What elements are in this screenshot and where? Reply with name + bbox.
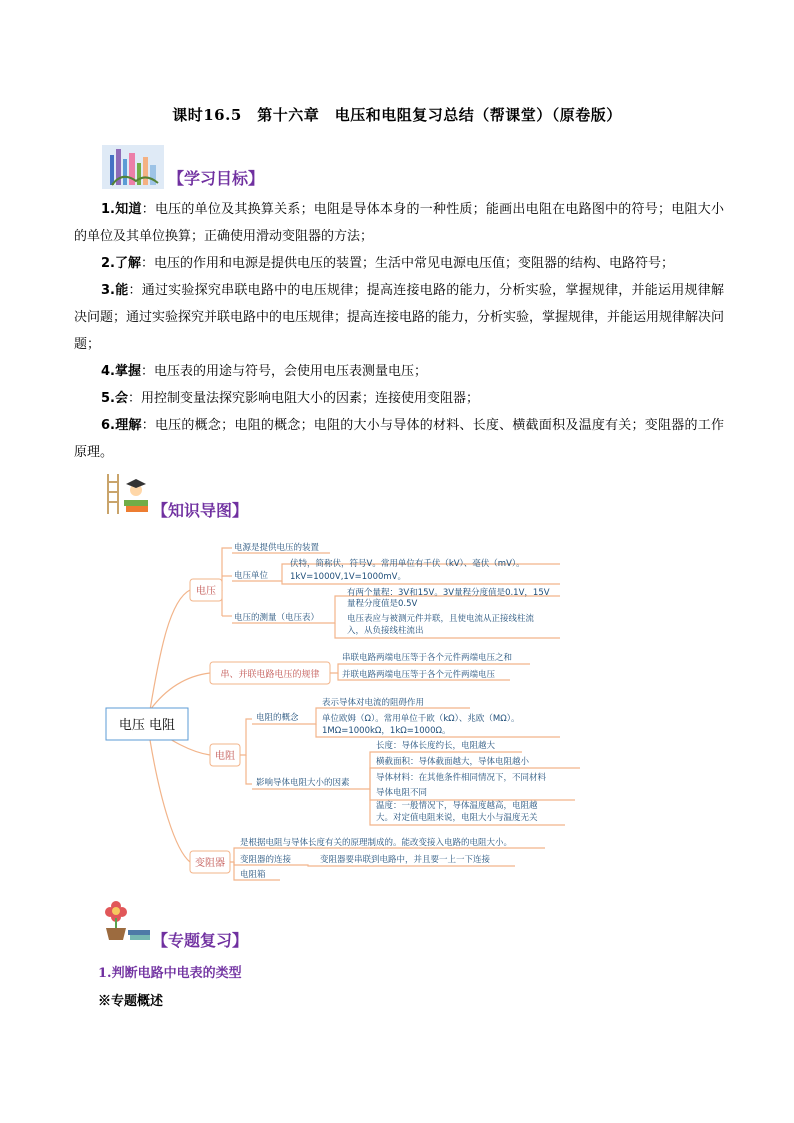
mm-leaf: 长度：导体长度约长，电阻越大 [376, 741, 496, 751]
branch-voltage: 电压 [196, 586, 216, 597]
mm-leaf: 并联电路两端电压等于各个元件两端电压 [342, 670, 496, 680]
mm-leaf: 影响导体电阻大小的因素 [256, 778, 350, 788]
branch-series-parallel: 串、并联电路电压的规律 [220, 670, 320, 680]
mm-leaf: 横截面积：导体截面越大，导体电阻越小 [376, 757, 530, 767]
mm-leaf: 表示导体对电流的阻碍作用 [322, 698, 425, 708]
topic-title: 1.判断电路中电表的类型 [98, 966, 242, 981]
mm-leaf: 电压表应与被测元件并联，且使电流从正接线柱流 [347, 614, 535, 624]
mm-leaf: 电阻箱 [240, 870, 266, 880]
mm-leaf: 是根据电阻与导体长度有关的原理制成的。能改变接入电路的电阻大小。 [240, 838, 513, 848]
mm-leaf: 量程分度值是0.5V [347, 599, 418, 609]
mm-leaf: 伏特，简称伏，符号V。常用单位有千伏（kV）、毫伏（mV）。 [290, 559, 525, 569]
mm-leaf: 入，从负接线柱流出 [347, 626, 424, 636]
branch-rheostat: 变阻器 [195, 858, 225, 869]
branch-resistance: 电阻 [215, 751, 235, 762]
objective-item: 2.了解：电压的作用和电源是提供电压的装置；生活中常见电源电压值；变阻器的结构、电路符号； [101, 256, 675, 271]
review-heading: 【专题复习】 [152, 931, 249, 950]
objectives-heading: 【学习目标】 [168, 169, 265, 188]
objective-item: 3.能：通过实验探究串联电路中的电压规律；提高连接电路的能力，分析实验，掌握规律，并能运用规律解决问题；通过实验探究并联电路中的电压规律；提高连接电路的能力，分析实验，掌握规律，并能运用规律解决问题； [74, 283, 725, 352]
mindmap-root: 电压 电阻 [118, 718, 176, 733]
mm-leaf: 串联电路两端电压等于各个元件两端电压之和 [342, 653, 513, 663]
mm-leaf: 电压单位 [234, 571, 269, 581]
mm-leaf: 温度：一般情况下，导体温度越高，电阻越 [376, 801, 538, 811]
mm-leaf: 1kV=1000V,1V=1000mV。 [290, 572, 406, 582]
mm-leaf: 单位欧姆（Ω）。常用单位千欧（kΩ）、兆欧（MΩ）。 [322, 714, 520, 724]
page-title: 课时16.5 第十六章 电压和电阻复习总结（帮课堂）（原卷版） [172, 106, 622, 124]
mm-leaf: 大。对定值电阻来说，电阻大小与温度无关 [376, 813, 538, 823]
objective-item: 1.知道：电压的单位及其换算关系；电阻是导体本身的一种性质；能画出电阻在电路图中的符号；电阻大小的单位及其单位换算；正确使用滑动变阻器的方法； [74, 202, 724, 244]
mm-leaf: 电源是提供电压的装置 [234, 543, 320, 553]
mm-leaf: 导体材料：在其他条件相同情况下，不同材料 [376, 773, 547, 783]
objective-item: 5.会：用控制变量法探究影响电阻大小的因素；连接使用变阻器； [101, 391, 480, 406]
mm-leaf: 电阻的概念 [256, 713, 299, 723]
mm-leaf: 1MΩ=1000kΩ，1kΩ=1000Ω。 [322, 726, 451, 736]
map-heading: 【知识导图】 [152, 501, 249, 520]
flower-pot-icon [100, 896, 152, 944]
mm-leaf: 导体电阻不同 [376, 788, 428, 798]
objective-item: 6.理解：电压的概念；电阻的概念；电阻的大小与导体的材料、长度、横截面积及温度有关；变阻器的工作原理。 [74, 418, 724, 460]
mm-leaf: 变阻器要串联到电路中，并且要一上一下连接 [320, 855, 491, 865]
objective-item: 4.掌握：电压表的用途与符号，会使用电压表测量电压； [101, 364, 428, 379]
topic-overview: ※专题概述 [98, 994, 164, 1009]
mm-leaf: 变阻器的连接 [240, 855, 292, 865]
mm-leaf: 有两个量程：3V和15V。3V量程分度值是0.1V，15V [347, 588, 550, 598]
mm-leaf: 电压的测量（电压表） [234, 613, 320, 623]
